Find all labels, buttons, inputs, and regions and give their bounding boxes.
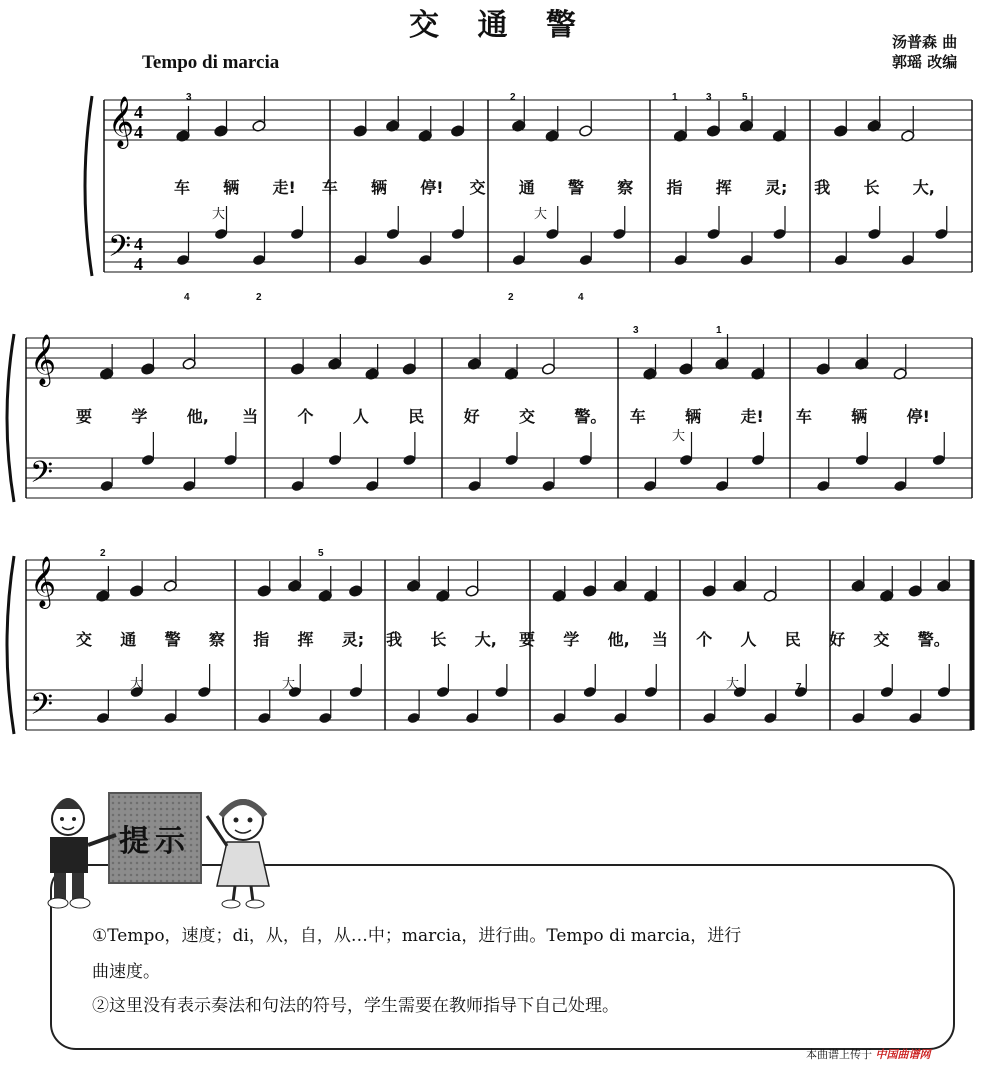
lyric-syllable: 辆 [371, 178, 388, 197]
brace [85, 96, 92, 276]
girl-illustration [205, 790, 285, 915]
footer [806, 1046, 931, 1062]
accent-mark: 大 [130, 677, 144, 692]
accent-mark: 大 [726, 677, 740, 692]
lyric-syllable: 交 [519, 407, 536, 426]
fingering-number: 3 [633, 325, 639, 336]
lyric-syllable: 个 [297, 407, 314, 426]
treble-clef: 𝄞 [30, 556, 57, 607]
tip-line-3: ②这里没有表示奏法和句法的符号，学生需要在教师指导下自己处理。 [92, 996, 619, 1016]
lyric-syllable: 车 [321, 178, 338, 197]
lyric-syllable: 车 [795, 407, 812, 426]
lyric-syllable: 要 [76, 407, 93, 426]
lyric-syllable: 人 [352, 407, 369, 426]
lyric-syllable: 走! [740, 407, 764, 426]
lyric-syllable: 车 [629, 407, 646, 426]
lyric-syllable: 停! [906, 407, 930, 426]
lyric-syllable: 警 [164, 630, 181, 649]
lyric-syllable: 我 [814, 178, 831, 197]
fingering-number: 5 [318, 548, 324, 559]
tip-line-2: 曲速度。 [92, 962, 160, 982]
lyric-syllable: 交 [469, 178, 486, 197]
lyric-syllable: 灵; [765, 178, 788, 197]
lyric-syllable: 警。 [574, 407, 607, 426]
tempo-marking: Tempo di marcia [142, 52, 280, 73]
lyric-syllable: 他, [607, 630, 630, 649]
lyric-syllable: 要 [519, 630, 536, 649]
lyric-syllable: 大, [912, 178, 935, 197]
time-signature: 4 [134, 102, 143, 122]
lyric-syllable: 灵; [341, 630, 365, 649]
lyric-syllable: 大, [474, 630, 497, 649]
fingering-number: 7 [796, 682, 802, 693]
bass-fingering-number: 2 [508, 292, 514, 303]
lyric-syllable: 察 [617, 178, 634, 197]
time-signature: 4 [134, 254, 143, 274]
lyric-syllable: 民 [784, 630, 801, 649]
fingering-number: 2 [100, 548, 106, 559]
lyric-syllable: 当 [242, 407, 259, 426]
time-signature: 4 [134, 122, 143, 142]
time-signature: 4 [134, 234, 143, 254]
lyric-syllable: 走! [272, 178, 296, 197]
accent-mark: 大 [534, 207, 548, 222]
fingering-number: 3 [186, 92, 192, 103]
lyric-syllable: 停! [420, 178, 444, 197]
lyric-syllable: 民 [408, 407, 425, 426]
fingering-number: 3 [706, 92, 712, 103]
bass-clef: 𝄢 [30, 456, 54, 497]
fingering-number: 1 [672, 92, 678, 103]
composer: 汤普森 曲 [892, 33, 958, 51]
lyric-syllable: 人 [740, 630, 757, 649]
lyric-syllable: 辆 [685, 407, 702, 426]
lyric-syllable: 好 [463, 407, 480, 426]
lyric-syllable: 我 [386, 630, 403, 649]
lyric-syllable: 学 [563, 630, 580, 649]
lyric-syllable: 通 [518, 178, 535, 197]
lyric-syllable: 警。 [917, 630, 950, 649]
tip-line-1: ①Tempo，速度；di，从，自，从…中；marcia，进行曲。Tempo di marcia，进行 [92, 926, 742, 946]
accent-mark: 大 [672, 429, 686, 444]
lyric-syllable: 辆 [223, 178, 240, 197]
lyric-syllable: 长 [863, 178, 880, 197]
bass-fingering-number: 4 [578, 292, 584, 303]
bass-clef: 𝄢 [108, 230, 132, 271]
lyric-syllable: 车 [174, 178, 191, 197]
bass-fingering-number: 2 [256, 292, 262, 303]
brace [7, 334, 14, 502]
lyric-syllable: 指 [253, 630, 270, 649]
lyric-syllable: 交 [76, 630, 93, 649]
lyric-syllable: 通 [120, 630, 137, 649]
accent-mark: 大 [212, 207, 226, 222]
accent-mark: 大 [282, 677, 296, 692]
fingering-number: 2 [510, 92, 516, 103]
fingering-number: 5 [742, 92, 748, 103]
footer-text: 本曲谱上传于 [806, 1048, 872, 1061]
treble-clef: 𝄞 [30, 334, 57, 385]
lyric-syllable: 交 [873, 630, 890, 649]
lyric-syllable: 学 [131, 407, 148, 426]
brace [7, 556, 14, 734]
lyric-syllable: 当 [651, 630, 668, 649]
lyric-syllable: 个 [696, 630, 713, 649]
lyric-syllable: 察 [208, 630, 225, 649]
arranger: 郭瑶 改编 [892, 53, 958, 71]
bass-fingering-number: 4 [184, 292, 190, 303]
bass-clef: 𝄢 [30, 688, 54, 729]
lyric-syllable: 挥 [715, 178, 732, 197]
lyric-syllable: 长 [430, 630, 447, 649]
lyric-syllable: 警 [568, 178, 585, 197]
footer-site: 中国曲谱网 [875, 1048, 931, 1061]
tip-badge-label: 提示 [119, 824, 191, 859]
boy-illustration [30, 785, 120, 915]
tip-badge [108, 792, 202, 884]
lyric-syllable: 辆 [851, 407, 868, 426]
lyric-syllable: 挥 [297, 630, 314, 649]
treble-clef: 𝄞 [108, 96, 135, 147]
song-title: 交 通 警 [409, 8, 590, 43]
lyric-syllable: 指 [666, 178, 683, 197]
lyric-syllable: 他, [186, 407, 209, 426]
fingering-number: 1 [716, 325, 722, 336]
lyric-syllable: 好 [829, 630, 846, 649]
